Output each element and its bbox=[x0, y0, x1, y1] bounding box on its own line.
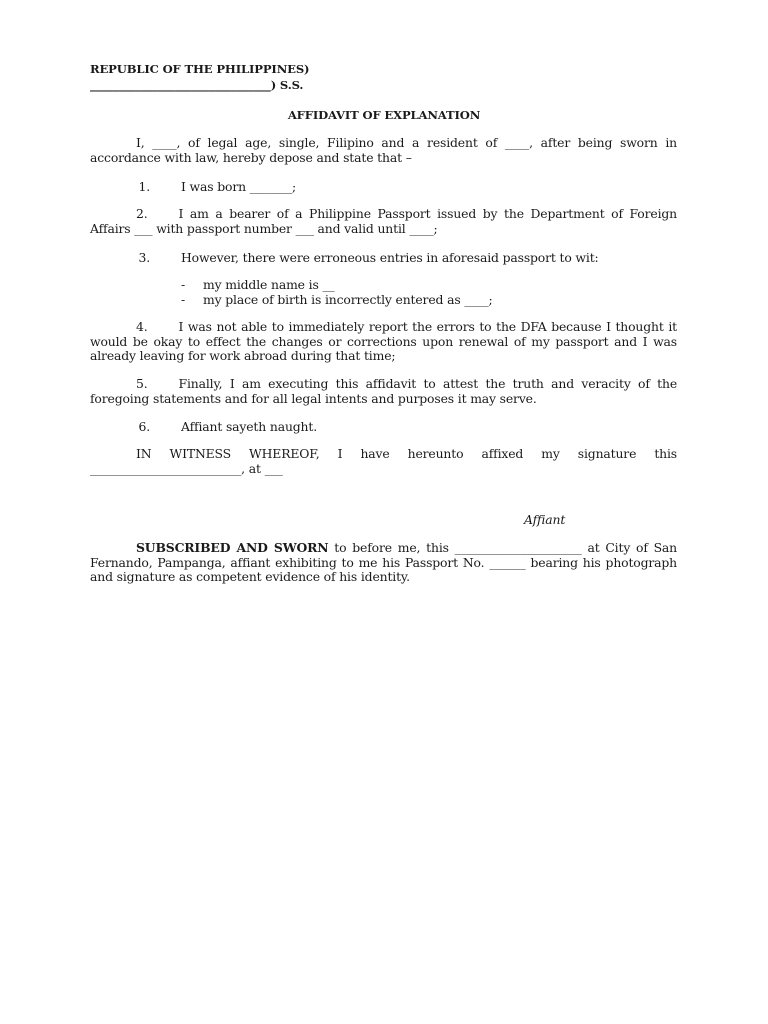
sub-item-dash: - bbox=[181, 277, 186, 292]
item-text: However, there were erroneous entries in aforesaid passport to wit: bbox=[181, 250, 599, 265]
item-paragraph bbox=[90, 377, 677, 406]
subscribed-text: to before me, this _____________________ at City of San Fernando, Pampanga, affiant exhibiting to me his Passport No. ______ bearing his photograph and signature as competent evidence of his identity. bbox=[90, 540, 677, 585]
sub-item-dash: - bbox=[181, 292, 186, 307]
item-number: 1. bbox=[138, 179, 150, 194]
subscribed-bold: SUBSCRIBED AND SWORN bbox=[136, 540, 329, 555]
item-number: 4. bbox=[136, 319, 148, 334]
document-title: AFFIDAVIT OF EXPLANATION bbox=[287, 108, 481, 122]
ss-blank: ________________________________ bbox=[90, 78, 271, 92]
witness-text: IN WITNESS WHEREOF, I have hereunto affixed my signature this _________________________, at ___ bbox=[90, 446, 677, 476]
item-text: Finally, I am executing this affidavit to attest the truth and veracity of the foregoing statements and for all legal intents and purposes it may serve. bbox=[90, 376, 677, 406]
item-paragraph bbox=[90, 320, 677, 364]
sub-item-text: my place of birth is incorrectly entered as ____; bbox=[203, 292, 493, 307]
item-number: 5. bbox=[136, 376, 148, 391]
republic-header: REPUBLIC OF THE PHILIPPINES) bbox=[90, 62, 310, 76]
sub-item-text: my middle name is __ bbox=[203, 277, 335, 292]
intro-text: I, ____, of legal age, single, Filipino and a resident of ____, after being sworn in accordance with law, hereby depose and state that – bbox=[90, 135, 677, 165]
intro-paragraph bbox=[90, 136, 677, 165]
item-text: I was born _______; bbox=[181, 179, 297, 194]
ss-label: ) S.S. bbox=[270, 78, 304, 92]
item-text: I was not able to immediately report the errors to the DFA because I thought it would be okay to effect the changes or corrections upon renewal of my passport and I was already leaving for work abroad during that time; bbox=[90, 319, 677, 364]
item-number: 6. bbox=[138, 419, 150, 434]
item-number: 3. bbox=[138, 250, 150, 265]
item-text: I am a bearer of a Philippine Passport issued by the Department of Foreign Affairs ___ with passport number ___ and valid until ____; bbox=[90, 206, 677, 236]
ss-line bbox=[90, 78, 303, 93]
affiant-label: Affiant bbox=[524, 512, 566, 527]
subscribed-paragraph bbox=[90, 541, 677, 585]
witness-paragraph bbox=[90, 447, 677, 476]
item-paragraph bbox=[90, 207, 677, 236]
item-number: 2. bbox=[136, 206, 148, 221]
item-text: Affiant sayeth naught. bbox=[181, 419, 318, 434]
